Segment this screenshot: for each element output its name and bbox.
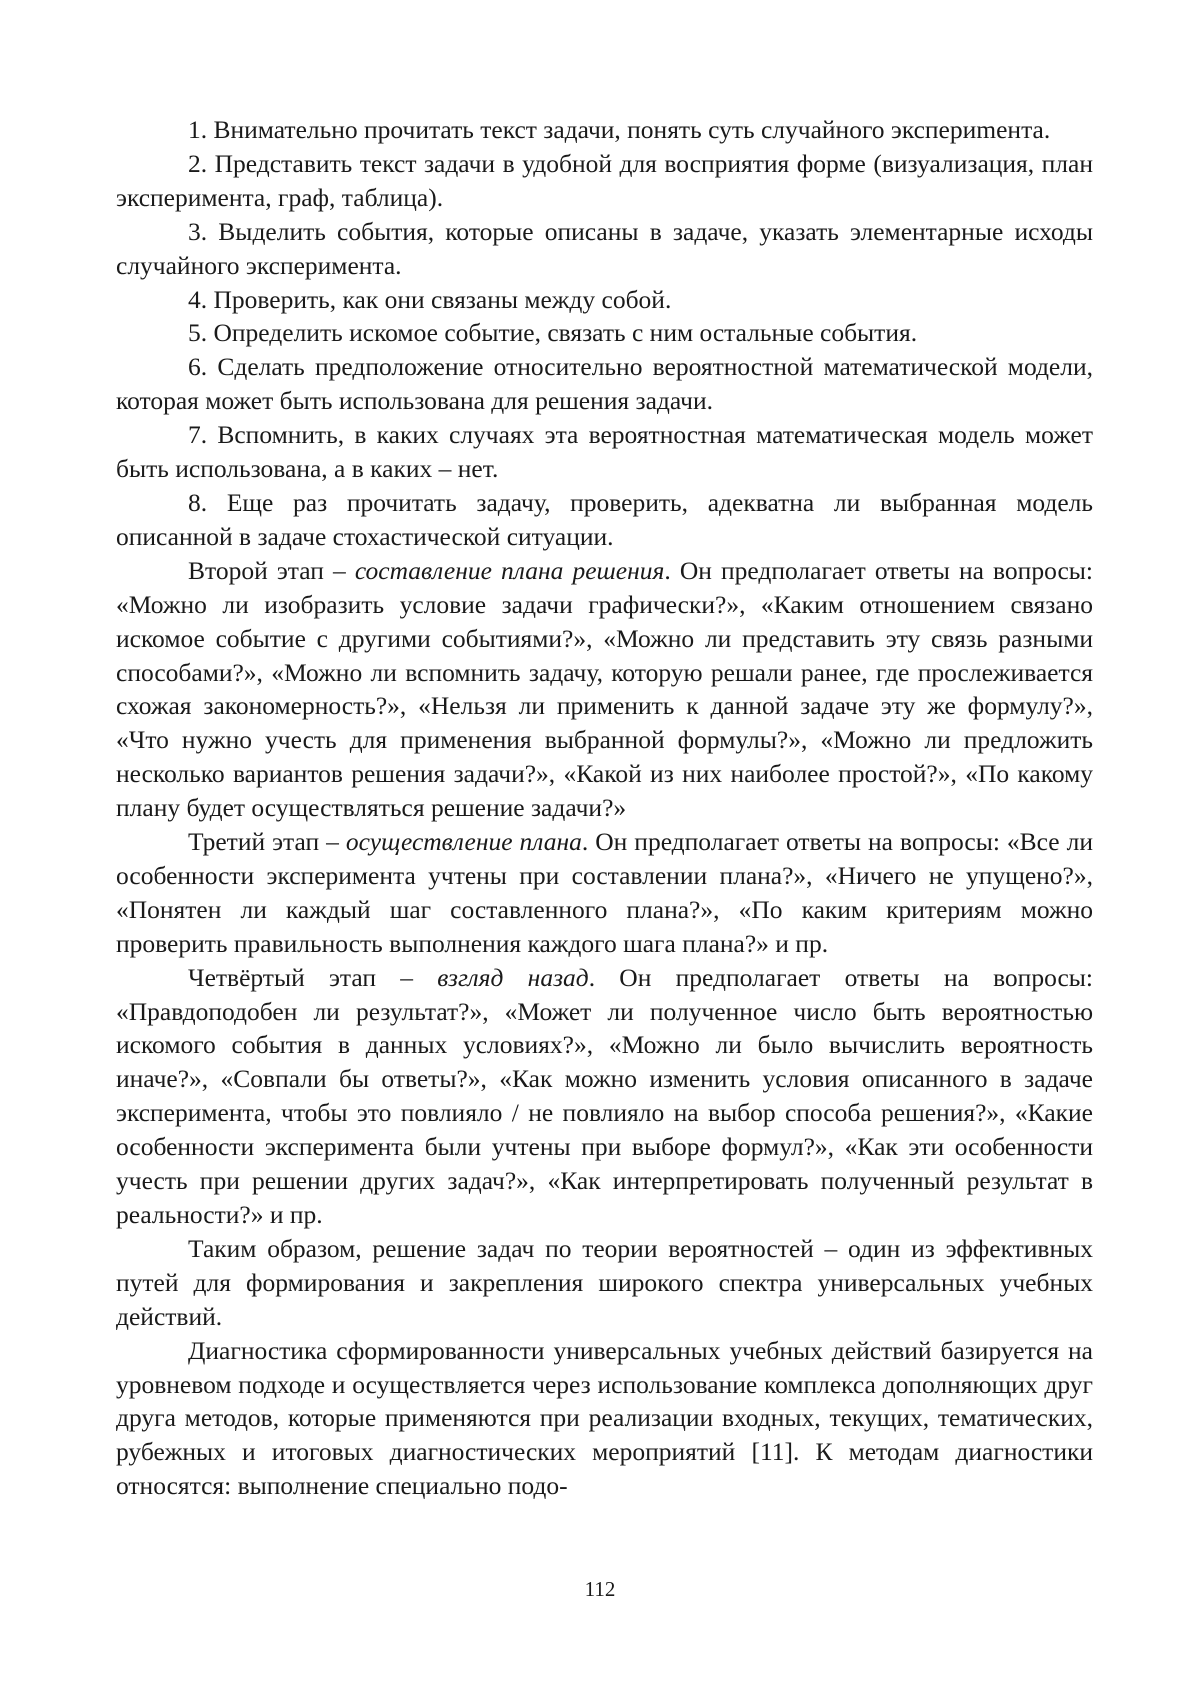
- stage-4-body: . Он предполагает ответы на вопросы: «Правдоподобен ли результат?», «Может ли полученное число быть вероятностью искомого события в данных условиях?», «Можно ли было вычислить вероятность иначе?», «Совпали бы ответы?», «Как можно изменить условия описанного в задаче эксперимента, чтобы это повлияло / не повлияло на выбор способа решения?», «Какие особенности эксперимента были учтены при выборе формул?», «Как эти особенности учесть при решении других задач?», «Как интерпретировать полученный результат в реальности?» и пр.: [116, 962, 1094, 1229]
- main-text: [116, 113, 1093, 1503]
- step-1: 1. Внимательно прочитать текст задачи, понять суть случайного экспериmента.: [188, 115, 1051, 144]
- step-8: 8. Еще раз прочитать задачу, проверить, адекватна ли выбранная модель описанной в задаче стохастической ситуации.: [116, 487, 1093, 551]
- stage-2-lead: Второй этап –: [188, 555, 355, 585]
- stage-3-lead: Третий этап –: [188, 827, 346, 857]
- stage-2-paragraph: [116, 554, 1093, 825]
- stage-4-paragraph: [116, 961, 1093, 1232]
- stage-4-title: взгляд назад: [437, 962, 589, 992]
- step-7: 7. Вспомнить, в каких случаях эта вероятностная математическая модель может быть использована, а в каких – нет.: [116, 420, 1093, 484]
- step-4: 4. Проверить, как они связаны между собой.: [188, 284, 672, 314]
- stage-4-lead: Четвёртый этап –: [188, 962, 438, 992]
- stage-2-body: . Он предполагает ответы на вопросы: «Можно ли изобразить условие задачи графически?», «Каким отношением связано искомое событие с другими событиями?», «Можно ли представить эту связь разными способами?», «Можно ли вспомнить задачу, которую решали ранее, где прослеживается схожая закономерность?», «Нельзя ли применить к данной задаче эту же формулу?», «Что нужно учесть для применения выбранной формулы?», «Можно ли предложить несколько вариантов решения задачи?», «Какой из них наиболее простой?», «По какому плану будет осуществляться решение задачи?»: [116, 555, 1093, 823]
- stage-3-paragraph: [116, 825, 1093, 961]
- page-number: 112: [584, 1577, 616, 1601]
- stage-3-body: . Он предполагает ответы на вопросы: «Все ли особенности эксперимента учтены при составлении плана?», «Ничего не упущено?», «Понятен ли каждый шаг составленного плана?», «По каким критериям можно проверить правильность выполнения каждого шага плана?» и пр.: [116, 827, 1093, 958]
- step-5: 5. Определить искомое событие, связать с ним остальные события.: [188, 318, 918, 348]
- conclusion-paragraph: Таким образом, решение задач по теории вероятностей – один из эффективных путей для формирования и закрепления широкого спектра универсальных учебных действий.: [116, 1233, 1093, 1331]
- step-3: 3. Выделить события, которые описаны в задаче, указать элементарные исходы случайного эксперимента.: [116, 216, 1093, 280]
- step-2: 2. Представить текст задачи в удобной для восприятия форме (визуализация, план эксперимента, граф, таблица).: [116, 148, 1093, 212]
- diagnostics-paragraph: Диагностика сформированности универсальных учебных действий базируется на уровневом подходе и осуществляется через использование комплекса дополняющих друг друга методов, которые применяются при реализации входных, текущих, тематических, рубежных и итоговых диагностических мероприятий [11]. К методам диагностики относятся: выполнение специально подо-: [116, 1335, 1093, 1501]
- stage-3-title: осуществление плана: [345, 827, 582, 857]
- stage-2-title: составление плана решения: [354, 555, 665, 585]
- step-6: 6. Сделать предположение относительно вероятностной математической модели, которая может быть использована для решения задачи.: [116, 352, 1093, 416]
